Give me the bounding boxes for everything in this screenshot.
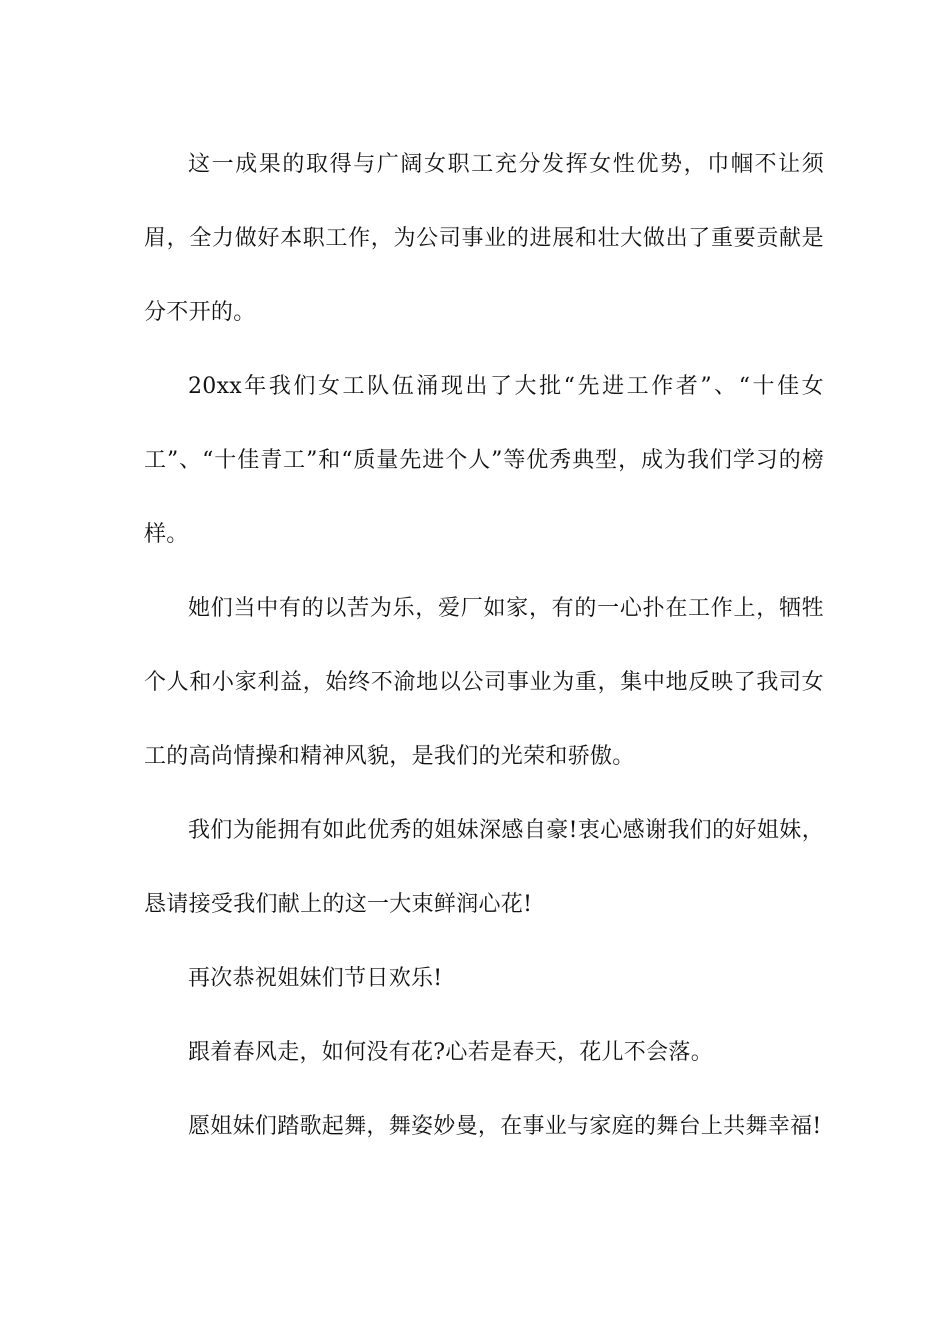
paragraph-exemplars: 20xx年我们女工队伍涌现出了大批“先进工作者”、“十佳女工”、“十佳青工”和“质量先进个人”等优秀典型，成为我们学习的榜样。	[144, 374, 824, 547]
paragraph-congratulation: 再次恭祝姐妹们节日欢乐!	[188, 966, 443, 991]
paragraph-spring-wind: 跟着春风走，如何没有花?心若是春天，花儿不会落。	[188, 1040, 713, 1065]
paragraph-gratitude: 我们为能拥有如此优秀的姐妹深感自豪!衷心感谢我们的好姐妹，恳请接受我们献上的这一大束鲜润心花!	[144, 818, 824, 917]
paragraph-wishes: 愿姐妹们踏歌起舞，舞姿妙曼，在事业与家庭的舞台上共舞幸福!	[188, 1114, 822, 1139]
paragraph-dedication: 她们当中有的以苦为乐，爱厂如家，有的一心扑在工作上，牺牲个人和小家利益，始终不渝地以公司事业为重，集中地反映了我司女工的高尚情操和精神风貌，是我们的光荣和骄傲。	[144, 596, 824, 769]
document-body	[144, 128, 824, 1164]
paragraph-achievement: 这一成果的取得与广阔女职工充分发挥女性优势，巾帼不让须眉，全力做好本职工作，为公司事业的进展和壮大做出了重要贡献是分不开的。	[144, 152, 824, 325]
